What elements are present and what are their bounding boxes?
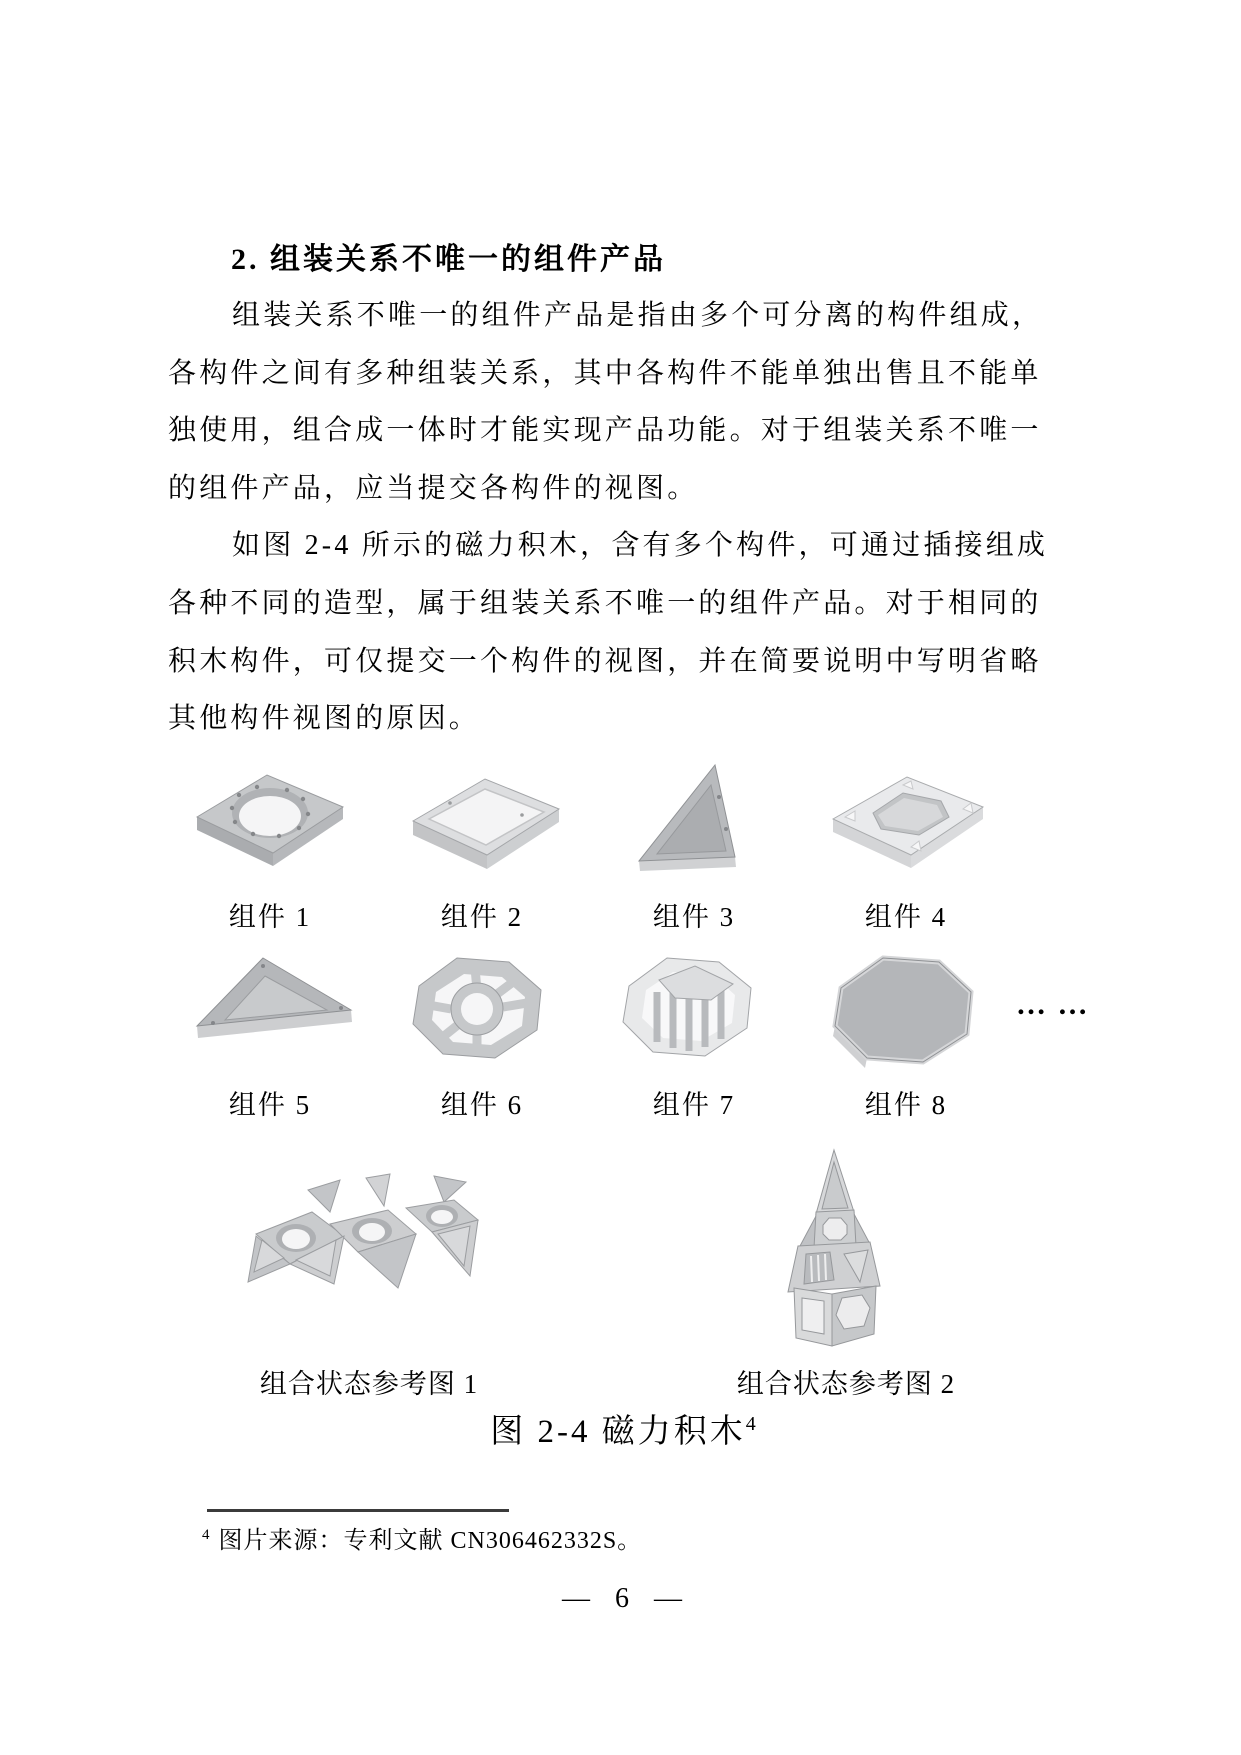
component-7-label: 组件 7 xyxy=(652,1090,736,1120)
assembled-reference-2 xyxy=(780,1146,888,1354)
body-text xyxy=(168,287,1078,748)
component-6-cell xyxy=(376,948,588,1070)
assembled-state-2-image xyxy=(780,1146,888,1354)
component-8-label: 组件 8 xyxy=(864,1090,948,1120)
page-number: — 6 — xyxy=(562,1583,684,1614)
paragraph-line: 各种不同的造型，属于组装关系不唯一的组件产品。对于相同的 xyxy=(168,587,1042,619)
component-7-cell xyxy=(588,948,800,1070)
component-4-cell xyxy=(800,752,1012,894)
component-3-cell xyxy=(588,752,800,894)
footnote-separator xyxy=(207,1509,509,1512)
component-image-row-2 xyxy=(164,948,1012,1070)
component-1-cell xyxy=(164,752,376,894)
component-2-label: 组件 2 xyxy=(440,902,524,932)
paragraph-line: 积木构件，可仅提交一个构件的视图，并在简要说明中写明省略 xyxy=(168,645,1042,677)
component-6-image xyxy=(387,952,577,1070)
component-5-cell xyxy=(164,948,376,1070)
paragraph-line: 如图 2-4 所示的磁力积木，含有多个构件，可通过插接组成 xyxy=(232,530,1049,562)
paragraph-line: 组装关系不唯一的组件产品是指由多个可分离的构件组成， xyxy=(232,300,1044,331)
component-label-row-1 xyxy=(164,895,1012,934)
component-7-image xyxy=(599,952,789,1070)
assembled-reference-1 xyxy=(238,1172,493,1322)
more-components-ellipsis: … … xyxy=(1016,988,1090,1021)
component-5-label: 组件 5 xyxy=(228,1090,312,1120)
paragraph-line: 其他构件视图的原因。 xyxy=(168,703,481,735)
paragraph-line: 独使用，组合成一体时才能实现产品功能。对于组装关系不唯一 xyxy=(168,415,1042,447)
component-4-image xyxy=(811,759,1001,894)
figure-title-text: 图 2-4 磁力积木 xyxy=(490,1414,746,1450)
assembled-caption-1: 组合状态参考图 1 xyxy=(259,1369,479,1399)
component-2-image xyxy=(387,759,577,894)
component-8-cell xyxy=(800,948,1012,1070)
component-5-image xyxy=(175,952,365,1070)
component-3-label: 组件 3 xyxy=(652,902,736,932)
paragraph-line: 的组件产品，应当提交各构件的视图。 xyxy=(168,472,699,504)
component-3-image xyxy=(599,759,789,894)
component-4-label: 组件 4 xyxy=(864,902,948,932)
component-2-cell xyxy=(376,752,588,894)
component-label-row-2 xyxy=(164,1083,1012,1122)
section-heading: 2. 组装关系不唯一的组件产品 xyxy=(231,243,666,276)
component-1-label: 组件 1 xyxy=(228,902,312,932)
assembled-state-1-image xyxy=(238,1172,493,1322)
paragraph-line: 各构件之间有多种组装关系，其中各构件不能单独出售且不能单 xyxy=(168,357,1042,389)
component-1-image xyxy=(175,759,365,894)
figure-title-footnote-ref: 4 xyxy=(745,1413,756,1435)
assembled-caption-2: 组合状态参考图 2 xyxy=(736,1369,956,1399)
footnote xyxy=(202,1520,642,1555)
footnote-marker: 4 xyxy=(202,1527,211,1543)
component-8-image xyxy=(811,952,1001,1070)
component-image-row-1 xyxy=(164,752,1012,894)
footnote-text: 图片来源：专利文献 CN306462332S。 xyxy=(218,1528,643,1554)
figure-title xyxy=(168,1405,1078,1452)
component-6-label: 组件 6 xyxy=(440,1090,524,1120)
